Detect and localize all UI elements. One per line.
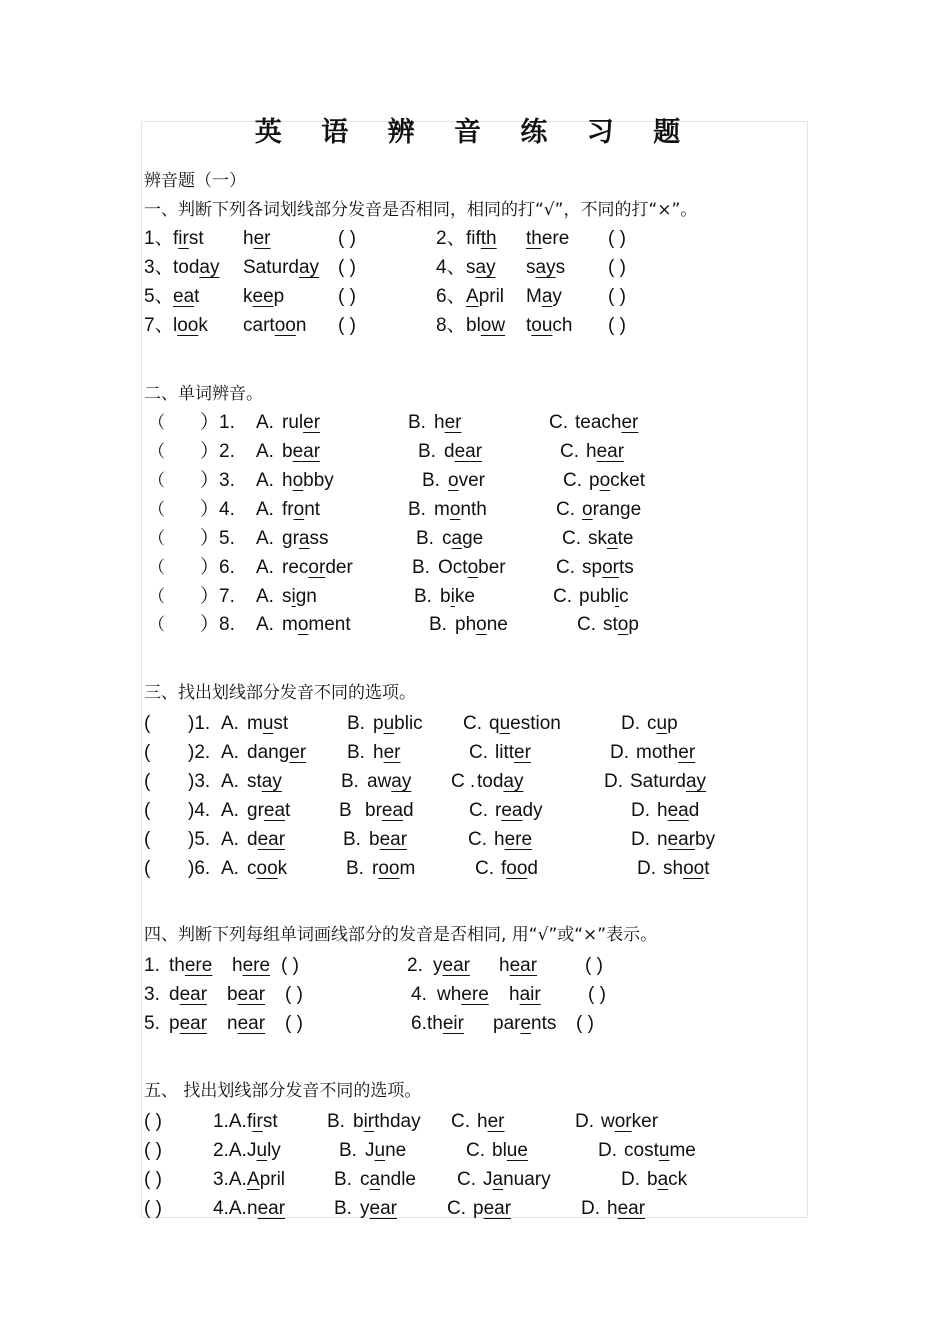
s3-option-d-label: D. [621,713,640,734]
s3-option-c-word: question [489,713,561,734]
s2-item-num: ）5. [200,528,235,549]
s3-option-a-label: A. [221,800,239,821]
s2-option-a-word: bear [282,441,321,462]
s2-option-b-label: B. [418,441,436,462]
s2-option-c-label: C. [563,470,582,491]
s3-option-a-label: A. [221,771,239,792]
s3-item-num: )2. [188,742,211,763]
s5-heading: 五、 找出划线部分发音不同的选项。 [144,1081,422,1101]
s3-option-a-word: dear [247,829,286,850]
s2-option-c-word: stop [603,614,639,635]
s2-option-b-word: cage [442,528,484,549]
s3-option-d-word: cup [647,713,678,734]
s5-option-a-word: near [247,1198,286,1219]
s1-answer-blank: ( ) [338,257,356,278]
s1-answer-blank: ( ) [338,286,356,307]
s2-option-a-word: hobby [282,470,334,491]
s3-option-a-label: A. [221,713,239,734]
s5-option-d-label: D. [621,1169,640,1190]
s3-paren: ( [144,742,151,763]
s2-option-a-label: A. [256,586,274,607]
s3-option-b-word: room [372,858,416,879]
s2-option-b-word: phone [455,614,508,635]
s2-item-num: ）6. [200,557,235,578]
s2-option-c-word: skate [588,528,634,549]
s5-item-num: 3.A. [213,1169,247,1190]
s1-word-a: blow [466,315,506,336]
s2-paren: （ [148,529,165,549]
s4-heading: 四、判断下列每组单词画线部分的发音是否相同, 用“√”或“×”表示。 [144,925,658,945]
s3-option-c-label: C. [463,713,482,734]
s2-option-b-label: B. [412,557,430,578]
s4-word-b: hear [499,955,538,976]
s2-option-c-label: C. [556,499,575,520]
s4-item-num: 5. [144,1013,160,1034]
s2-option-a-label: A. [256,412,274,433]
s2-option-a-label: A. [256,441,274,462]
s4-word-a: where [437,984,489,1005]
s5-option-b-word: June [365,1140,407,1161]
s2-item-num: ）8. [200,614,235,635]
s5-option-c-label: C. [447,1198,466,1219]
s1-item-num: 8、 [436,315,466,336]
s3-option-b-label: B. [347,713,365,734]
s2-paren: （ [148,442,165,462]
s2-paren: （ [148,587,165,607]
s4-word-b: here [232,955,271,976]
s2-option-c-label: C. [556,557,575,578]
s2-option-a-label: A. [256,528,274,549]
s1-word-a: fifth [466,228,497,249]
s2-option-b-word: over [448,470,485,491]
s4-word-b: near [227,1013,266,1034]
s2-option-b-word: her [434,412,462,433]
s5-option-d-label: D. [581,1198,600,1219]
s2-option-b-word: dear [444,441,483,462]
s3-option-d-word: mother [636,742,696,763]
s4-answer-blank: ( ) [281,955,299,976]
s2-option-a-word: grass [282,528,329,549]
s1-word-a: eat [173,286,200,307]
s1-heading: 辨音题（一） [144,171,246,191]
s3-option-a-label: A. [221,829,239,850]
s3-option-a-word: stay [247,771,282,792]
s2-option-a-label: A. [256,499,274,520]
s4-answer-blank: ( ) [285,984,303,1005]
s4-answer-blank: ( ) [585,955,603,976]
s3-option-a-word: great [247,800,291,821]
s4-item-num: 4. [411,984,427,1005]
s2-option-c-word: teacher [575,412,639,433]
s3-heading: 三、找出划线部分发音不同的选项。 [144,683,416,703]
s3-option-b-word: bear [369,829,408,850]
s1-answer-blank: ( ) [608,257,626,278]
s2-option-b-label: B. [422,470,440,491]
s4-answer-blank: ( ) [576,1013,594,1034]
s5-option-a-word: July [247,1140,281,1161]
s3-option-c-word: ready [495,800,543,821]
s1-word-b: her [243,228,271,249]
s3-option-c-label: C. [469,800,488,821]
s1-word-a: first [173,228,204,249]
s3-option-d-word: nearby [657,829,716,850]
s1-answer-blank: ( ) [608,315,626,336]
s2-option-b-word: October [438,557,506,578]
s2-option-a-label: A. [256,557,274,578]
s5-option-b-label: B. [334,1169,352,1190]
s5-answer-blank: ( ) [144,1198,162,1219]
s3-option-c-word: here [494,829,533,850]
s5-option-d-word: back [647,1169,688,1190]
s3-option-d-label: D. [631,800,650,821]
s5-option-b-word: year [360,1198,397,1219]
s1-item-num: 6、 [436,286,466,307]
s1-item-num: 7、 [144,315,174,336]
s5-option-d-label: D. [575,1111,594,1132]
s2-option-b-label: B. [414,586,432,607]
s3-option-c-label: C. [475,858,494,879]
s2-option-b-label: B. [408,499,426,520]
s1-item-num: 4、 [436,257,466,278]
s3-option-c-label: C . [451,771,476,792]
s2-item-num: ）3. [200,470,235,491]
s1-word-b: May [526,286,562,307]
s5-option-c-word: blue [492,1140,528,1161]
s2-paren: （ [148,615,165,635]
s4-word-a: there [169,955,213,976]
s4-word-b: hair [509,984,541,1005]
s4-item-num: 3. [144,984,160,1005]
s3-paren: ( [144,713,151,734]
s4-word-a: year [433,955,470,976]
s3-option-d-word: Saturday [630,771,707,792]
s2-option-c-label: C. [553,586,572,607]
s3-paren: ( [144,829,151,850]
s2-option-b-label: B. [416,528,434,549]
s1-answer-blank: ( ) [338,315,356,336]
s3-option-b-label: B. [346,858,364,879]
s1-word-a: say [466,257,496,278]
s3-paren: ( [144,858,151,879]
s3-option-b-word: away [367,771,412,792]
s1-answer-blank: ( ) [608,286,626,307]
s4-item-num: 6. [411,1013,427,1034]
s5-answer-blank: ( ) [144,1111,162,1132]
s2-option-c-word: pocket [589,470,646,491]
s5-option-d-word: costume [624,1140,696,1161]
s5-option-c-label: C. [451,1111,470,1132]
s3-option-b-label: B [339,800,352,821]
s5-option-c-label: C. [457,1169,476,1190]
s3-option-c-word: food [501,858,538,879]
s3-option-a-word: must [247,713,289,734]
s3-option-b-word: public [373,713,423,734]
s2-option-b-label: B. [408,412,426,433]
s1-word-b: touch [526,315,573,336]
s5-option-a-word: first [247,1111,278,1132]
s5-answer-blank: ( ) [144,1169,162,1190]
s5-option-a-word: April [247,1169,286,1190]
s3-option-d-label: D. [637,858,656,879]
s2-item-num: ）1. [200,412,235,433]
s5-option-c-word: pear [473,1198,512,1219]
s2-option-a-word: moment [282,614,351,635]
s2-option-c-word: sports [582,557,634,578]
s4-word-a: pear [169,1013,208,1034]
s5-item-num: 2.A. [213,1140,247,1161]
s2-option-b-word: month [434,499,487,520]
s5-option-c-word: her [477,1111,505,1132]
s3-option-d-label: D. [604,771,623,792]
s2-option-c-word: orange [582,499,642,520]
s2-option-b-label: B. [429,614,447,635]
s3-option-b-label: B. [341,771,359,792]
s1-item-num: 2、 [436,228,466,249]
s2-option-c-label: C. [562,528,581,549]
s5-item-num: 1.A. [213,1111,247,1132]
s1-item-num: 5、 [144,286,174,307]
s4-word-b: parents [493,1013,557,1034]
s2-option-a-word: ruler [282,412,321,433]
s3-option-c-label: C. [469,742,488,763]
s2-paren: （ [148,471,165,491]
s3-option-c-word: today [477,771,524,792]
s2-option-a-word: recorder [282,557,353,578]
s1-item-num: 1、 [144,228,174,249]
s4-answer-blank: ( ) [588,984,606,1005]
s1-word-b: says [526,257,566,278]
s2-option-a-label: A. [256,470,274,491]
s4-word-a: their [427,1013,464,1034]
s5-answer-blank: ( ) [144,1140,162,1161]
s3-item-num: )6. [188,858,211,879]
s3-option-a-label: A. [221,858,239,879]
s3-item-num: )4. [188,800,211,821]
s3-option-d-word: shoot [663,858,710,879]
s1-answer-blank: ( ) [608,228,626,249]
page-title: 英 语 辨 音 练 习 题 [254,117,696,148]
s3-option-d-label: D. [631,829,650,850]
s1-word-b: cartoon [243,315,307,336]
s1-word-b: keep [243,286,285,307]
s5-option-d-word: hear [607,1198,646,1219]
s1-word-a: April [466,286,505,307]
s2-item-num: ）4. [200,499,235,520]
s3-option-a-word: danger [247,742,307,763]
s2-heading: 二、单词辨音。 [144,384,263,404]
s1-word-a: look [173,315,208,336]
s2-option-c-word: public [579,586,629,607]
s5-item-num: 4.A. [213,1198,247,1219]
s1-word-b: there [526,228,570,249]
s5-option-c-word: January [483,1169,551,1190]
s5-option-b-label: B. [327,1111,345,1132]
s3-option-b-word: bread [365,800,414,821]
s2-option-c-label: C. [560,441,579,462]
s3-option-b-word: her [373,742,401,763]
s2-paren: （ [148,413,165,433]
s5-option-d-label: D. [598,1140,617,1161]
s1-instruction: 一、判断下列各词划线部分发音是否相同，相同的打“√”，不同的打“×”。 [144,200,698,220]
s4-answer-blank: ( ) [285,1013,303,1034]
s2-option-a-word: sign [282,586,317,607]
s2-item-num: ）7. [200,586,235,607]
s1-answer-blank: ( ) [338,228,356,249]
s2-option-a-label: A. [256,614,274,635]
s1-word-a: today [173,257,220,278]
s1-word-b: Saturday [243,257,320,278]
s4-word-b: bear [227,984,266,1005]
s5-option-d-word: worker [601,1111,659,1132]
s4-item-num: 1. [144,955,160,976]
s5-option-b-word: birthday [353,1111,421,1132]
s4-word-a: dear [169,984,208,1005]
s3-option-b-label: B. [343,829,361,850]
s3-item-num: )1. [188,713,211,734]
s2-option-a-word: front [282,499,321,520]
s3-item-num: )3. [188,771,211,792]
s3-paren: ( [144,771,151,792]
s2-paren: （ [148,500,165,520]
s1-item-num: 3、 [144,257,174,278]
s5-option-b-label: B. [339,1140,357,1161]
s2-option-b-word: bike [440,586,475,607]
s3-option-b-label: B. [347,742,365,763]
s3-option-a-label: A. [221,742,239,763]
s3-option-d-word: head [657,800,700,821]
s3-option-c-word: litter [495,742,531,763]
s5-option-c-label: C. [466,1140,485,1161]
s2-option-c-label: C. [549,412,568,433]
s2-paren: （ [148,558,165,578]
s2-option-c-label: C. [577,614,596,635]
s2-item-num: ）2. [200,441,235,462]
s3-option-a-word: cook [247,858,288,879]
s3-item-num: )5. [188,829,211,850]
s5-option-b-word: candle [360,1169,416,1190]
s5-option-b-label: B. [334,1198,352,1219]
s3-paren: ( [144,800,151,821]
s3-option-c-label: C. [468,829,487,850]
s4-item-num: 2. [407,955,423,976]
s2-option-c-word: hear [586,441,625,462]
s3-option-d-label: D. [610,742,629,763]
